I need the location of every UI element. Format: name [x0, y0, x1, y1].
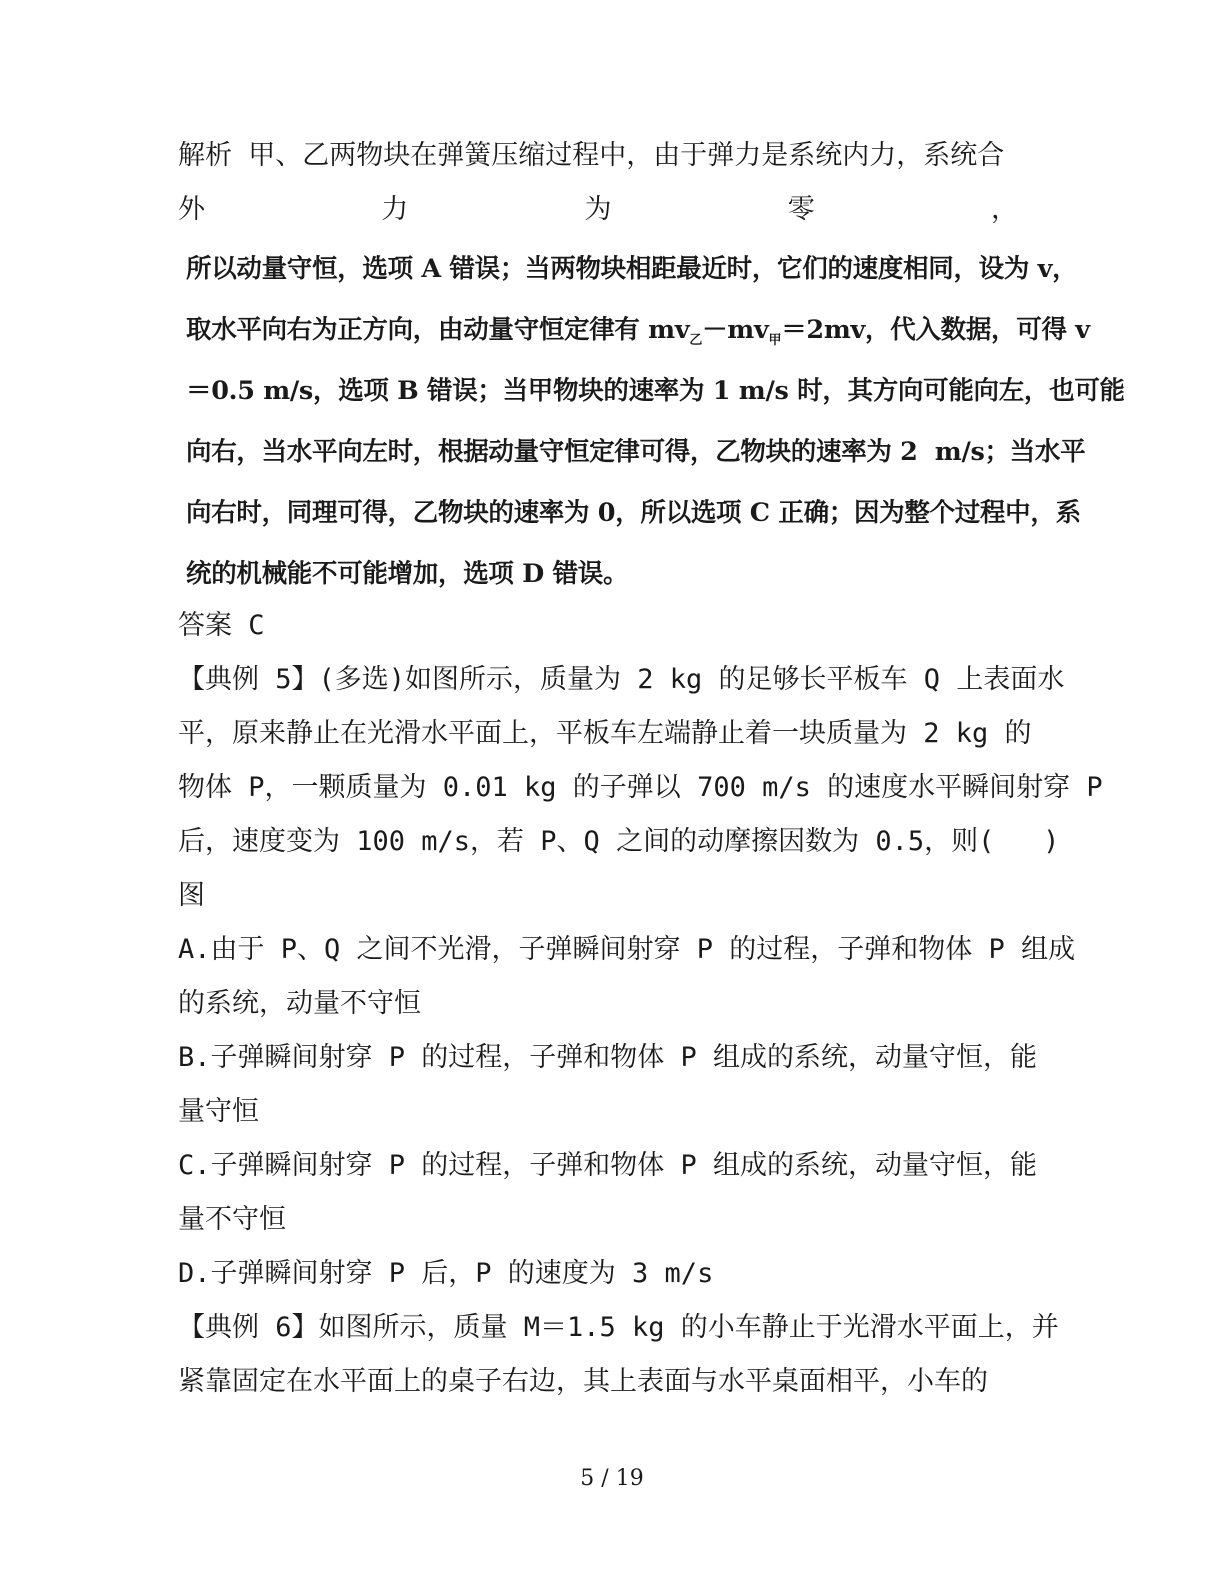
example6-line-1: 【典例 6】如图所示，质量 M＝1.5 kg 的小车静止于光滑水平面上，并 [178, 1312, 1059, 1343]
bold-text: －mv [702, 315, 769, 345]
bold-line-3: ＝0.5 m/s，选项 B 错误；当甲物块的速率为 1 m/s 时，其方向可能向左，也可能 [186, 376, 1125, 406]
char: 为 [584, 194, 612, 225]
analysis-line-2 [178, 193, 1018, 227]
option-a-line-2: 的系统，动量不守恒 [178, 988, 421, 1019]
option-b-line-1: B.子弹瞬间射穿 P 的过程，子弹和物体 P 组成的系统，动量守恒，能 [178, 1042, 1038, 1073]
page-number: 5 / 19 [580, 1466, 644, 1491]
bold-text: ＝2mv，代入数据，可得 v [781, 315, 1090, 345]
bold-line-6: 统的机械能不可能增加，选项 D 错误。 [186, 559, 629, 589]
bold-line-4: 向右，当水平向左时，根据动量守恒定律可得，乙物块的速率为 2 m/s；当水平 [186, 437, 1086, 467]
example5-line-4: 后，速度变为 100 m/s，若 P、Q 之间的动摩擦因数为 0.5，则( ) [178, 826, 1060, 857]
option-c-line-1: C.子弹瞬间射穿 P 的过程，子弹和物体 P 组成的系统，动量守恒，能 [178, 1150, 1038, 1181]
example6-line-2: 紧靠固定在水平面上的桌子右边，其上表面与水平桌面相平，小车的 [178, 1366, 988, 1397]
char: 外 [178, 194, 205, 225]
figure-label: 图 [178, 880, 205, 911]
option-d: D.子弹瞬间射穿 P 后，P 的速度为 3 m/s [178, 1258, 714, 1289]
subscript: 甲 [768, 333, 782, 348]
subscript: 乙 [689, 333, 703, 348]
analysis-line-1: 解析 甲、乙两物块在弹簧压缩过程中，由于弹力是系统内力，系统合 [178, 140, 1005, 171]
bold-line-1: 所以动量守恒，选项 A 错误；当两物块相距最近时，它们的速度相同，设为 v， [186, 254, 1078, 284]
char: ， [991, 194, 1018, 225]
char: 力 [381, 194, 409, 225]
answer: 答案 C [178, 610, 265, 641]
example5-line-2: 平，原来静止在光滑水平面上，平板车左端静止着一块质量为 2 kg 的 [178, 718, 1032, 749]
bold-line-5: 向右时，同理可得，乙物块的速率为 0，所以选项 C 正确；因为整个过程中，系 [186, 498, 1081, 528]
bold-line-2 [186, 313, 1124, 352]
option-b-line-2: 量守恒 [178, 1096, 259, 1127]
option-a-line-1: A.由于 P、Q 之间不光滑，子弹瞬间射穿 P 的过程，子弹和物体 P 组成 [178, 934, 1076, 965]
example5-line-3: 物体 P，一颗质量为 0.01 kg 的子弹以 700 m/s 的速度水平瞬间射穿 P [178, 772, 1103, 803]
option-c-line-2: 量不守恒 [178, 1204, 286, 1235]
bold-text: 取水平向右为正方向，由动量守恒定律有 mv [186, 315, 690, 345]
example5-line-1: 【典例 5】(多选)如图所示，质量为 2 kg 的足够长平板车 Q 上表面水 [178, 664, 1065, 695]
char: 零 [787, 194, 815, 225]
